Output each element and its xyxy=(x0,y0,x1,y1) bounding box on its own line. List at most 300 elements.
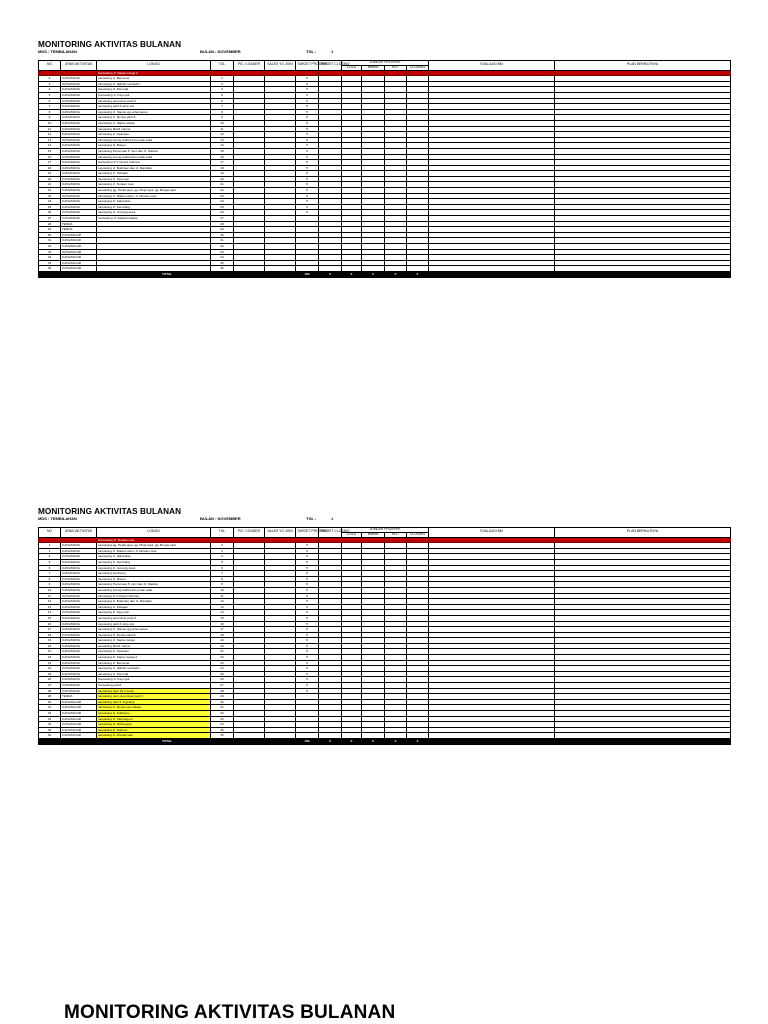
row-no: 2 xyxy=(39,543,61,549)
row-no: 10 xyxy=(39,120,61,126)
monitoring-sheet-2 xyxy=(38,507,730,745)
row-jenis: CANVASING xyxy=(61,688,97,694)
row-no: 8 xyxy=(39,576,61,582)
row-lokasi: canvasing gg. Perita jaya, gg. Pingi raya, gg. Bunga parit xyxy=(97,188,211,194)
row-no: 16 xyxy=(39,621,61,627)
row-jenis: CANVASING xyxy=(61,554,97,560)
row-tgl: 34 xyxy=(211,722,234,728)
sheet-title: MONITORING AKTIVITAS BULANAN xyxy=(38,40,182,49)
row-target-prospek: 5 xyxy=(296,193,319,199)
row-jenis: CANVASING xyxy=(61,143,97,149)
col-pic: PIC / LEADER xyxy=(234,61,265,71)
row-lokasi: canvasing Jl. Budiman dan Jl. Mandala xyxy=(97,165,211,171)
row-target-prospek: 5 xyxy=(296,638,319,644)
col-hot: HOT xyxy=(385,532,407,537)
row-lokasi: Canvasing Jl 3 simpul rahmad xyxy=(97,160,211,166)
row-no: 28 xyxy=(39,221,61,227)
row-lokasi: Canvasing parit4 xyxy=(97,683,211,689)
row-target-prospek: 5 xyxy=(296,132,319,138)
row-no: 25 xyxy=(39,671,61,677)
row-no: 18 xyxy=(39,632,61,638)
row-lokasi: canvasing Jl. Slamet gg sehumanan xyxy=(97,109,211,115)
row-no: 21 xyxy=(39,649,61,655)
total-evaluasi xyxy=(429,738,555,744)
row-no: 13 xyxy=(39,137,61,143)
activity-table xyxy=(38,527,731,745)
row-lokasi: canvasing Jl. Kembang xyxy=(97,559,211,565)
row-target-prospek: 5 xyxy=(296,677,319,683)
activity-table xyxy=(38,60,731,278)
row-jenis: CANVASING xyxy=(61,104,97,110)
row-tgl: 22 xyxy=(211,655,234,661)
row-lokasi: canvasing lorong tauhid dan pulau arba xyxy=(97,587,211,593)
col-closing: CLOSING xyxy=(407,532,429,537)
row-jenis: CANVASING xyxy=(61,216,97,222)
row-jenis: CANVASING xyxy=(61,565,97,571)
row-tgl: 30 xyxy=(211,699,234,705)
monitoring-sheet-1 xyxy=(38,40,730,278)
row-tgl: 15 xyxy=(211,615,234,621)
row-tgl: 10 xyxy=(211,120,234,126)
col-no: NO xyxy=(39,61,61,71)
row-target-prospek: 5 xyxy=(296,587,319,593)
row-tgl: 19 xyxy=(211,638,234,644)
page-title: MONITORING AKTIVITAS BULANAN xyxy=(64,1002,396,1023)
row-jenis: CANVASING xyxy=(61,76,97,82)
row-tgl: 7 xyxy=(211,571,234,577)
row-jenis: CANVASING xyxy=(61,98,97,104)
total-row xyxy=(39,271,731,277)
row-no: 12 xyxy=(39,599,61,605)
row-jenis: TENDA xyxy=(61,694,97,700)
row-tgl: 14 xyxy=(211,610,234,616)
total-target-prospek: 180 xyxy=(296,271,319,277)
row-no: 13 xyxy=(39,604,61,610)
col-jenis: JENIS AKTIVITAS xyxy=(61,528,97,538)
row-tgl: 35 xyxy=(211,727,234,733)
row-tgl: 20 xyxy=(211,176,234,182)
row-no: 30 xyxy=(39,232,61,238)
row-no: 26 xyxy=(39,210,61,216)
col-target-closing: TARGET CLOSING xyxy=(319,528,342,538)
row-lokasi: canvasing Jl. Riattut cilest, Jl. kilimam mas xyxy=(97,548,211,554)
row-jenis: CANVASCAR xyxy=(61,705,97,711)
row-target-prospek: 5 xyxy=(296,188,319,194)
row-jenis: CANVASCAR xyxy=(61,733,97,739)
row-jenis: CANVASING xyxy=(61,182,97,188)
row-tgl: 8 xyxy=(211,109,234,115)
row-tgl: 21 xyxy=(211,182,234,188)
row-lokasi: canvasing parit 5 Jl gerilya xyxy=(97,699,211,705)
row-tgl: 2 xyxy=(211,76,234,82)
row-lokasi: canvasing Jl. Kayu jati xyxy=(97,176,211,182)
total-closing: 0 xyxy=(407,271,429,277)
row-target-prospek: 5 xyxy=(296,576,319,582)
row-tgl: 3 xyxy=(211,548,234,554)
table-body xyxy=(39,537,731,738)
row-no: 8 xyxy=(39,109,61,115)
row-jenis: CANVASING xyxy=(61,610,97,616)
total-warm: 0 xyxy=(362,271,385,277)
row-tgl: 18 xyxy=(211,165,234,171)
row-jenis: CANVASING xyxy=(61,621,97,627)
row-no: 31 xyxy=(39,238,61,244)
row-lokasi: canvasing kembang xyxy=(97,571,211,577)
row-no: 26 xyxy=(39,677,61,683)
row-lokasi: canvasing Jl. Pemuda xyxy=(97,87,211,93)
total-plan xyxy=(555,271,731,277)
row-no: 23 xyxy=(39,193,61,199)
row-jenis: CANVASING xyxy=(61,165,97,171)
row-no: 14 xyxy=(39,143,61,149)
row-lokasi: canvasing Jl. Keaspan xyxy=(97,132,211,138)
row-target-prospek: 5 xyxy=(296,565,319,571)
row-no: 23 xyxy=(39,660,61,666)
total-row xyxy=(39,738,731,744)
row-tgl: 13 xyxy=(211,604,234,610)
row-jenis: CANVASING xyxy=(61,137,97,143)
tgl-value: 1 xyxy=(331,516,334,521)
row-lokasi: canvasing lorong tauhid dan pulau arba xyxy=(97,137,211,143)
row-lokasi: canvasing Jl. Bersama xyxy=(97,76,211,82)
row-tgl: 23 xyxy=(211,660,234,666)
row-lokasi: canvasing Jl. Ahmad yani xyxy=(97,733,211,739)
col-tgl: TGL xyxy=(211,528,234,538)
row-jenis: CANVASING xyxy=(61,576,97,582)
row-no: 29 xyxy=(39,694,61,700)
row-no: 33 xyxy=(39,716,61,722)
row-no: 9 xyxy=(39,582,61,588)
row-lokasi: canvasing Jl. Sabilal muhtadin xyxy=(97,81,211,87)
row-jenis: CANVASING xyxy=(61,582,97,588)
total-target-prospek: 180 xyxy=(296,738,319,744)
row-jenis: CANVASING xyxy=(61,70,97,76)
row-jenis: CANVASCAR xyxy=(61,244,97,250)
col-jumlah-prospek: JUMLAH PROSPEK xyxy=(342,61,429,66)
row-tgl: 4 xyxy=(211,554,234,560)
row-lokasi: canvasing Jl. Pekajan xyxy=(97,171,211,177)
row-jenis: CANVASCAR xyxy=(61,716,97,722)
row-tgl: 3 xyxy=(211,81,234,87)
total-target-closing: 0 xyxy=(319,271,342,277)
row-tgl: 8 xyxy=(211,576,234,582)
row-target-prospek: 5 xyxy=(296,593,319,599)
row-lokasi: canvasing parit 6 simp sisi xyxy=(97,621,211,627)
row-tgl: 5 xyxy=(211,92,234,98)
row-lokasi: Canvasing Jl. Sabanii bakaw xyxy=(97,216,211,222)
row-no: 2 xyxy=(39,76,61,82)
col-warm: WARM xyxy=(362,65,385,70)
row-jenis: CANVASING xyxy=(61,171,97,177)
col-target-closing: TARGET CLOSING xyxy=(319,61,342,71)
row-no: 32 xyxy=(39,711,61,717)
row-tgl: 17 xyxy=(211,160,234,166)
row-target-prospek: 5 xyxy=(296,688,319,694)
row-jenis: CANVASING xyxy=(61,537,97,543)
row-lokasi: canvasing Jl. Pemuda xyxy=(97,671,211,677)
row-tgl: 1 xyxy=(211,70,234,76)
row-lokasi: Canvasing Jl. Tenaan mas xyxy=(97,537,211,543)
row-lokasi: canvasing Jl. Keaspan xyxy=(97,649,211,655)
row-lokasi: canvasing perumnas parit 3 xyxy=(97,98,211,104)
row-target-prospek: 5 xyxy=(296,548,319,554)
col-cold: COLD xyxy=(342,65,362,70)
row-no: 29 xyxy=(39,227,61,233)
row-no: 19 xyxy=(39,171,61,177)
row-jenis: CANVASCAR xyxy=(61,249,97,255)
row-no: 4 xyxy=(39,554,61,560)
row-no: 15 xyxy=(39,148,61,154)
row-jenis: CANVASING xyxy=(61,188,97,194)
row-lokasi: canvasing Mobil marvel xyxy=(97,126,211,132)
row-no: 18 xyxy=(39,165,61,171)
row-jenis: CANVASING xyxy=(61,109,97,115)
row-target-prospek: 5 xyxy=(296,666,319,672)
row-tgl: 36 xyxy=(211,733,234,739)
row-jenis: CANVASING xyxy=(61,615,97,621)
row-jenis: CANVASING xyxy=(61,120,97,126)
col-pic: PIC / LEADER xyxy=(234,528,265,538)
row-jenis: CANVASING xyxy=(61,115,97,121)
row-no: 17 xyxy=(39,627,61,633)
row-jenis: CANVASING xyxy=(61,632,97,638)
row-lokasi: canvasing Jl. Gunung duek xyxy=(97,565,211,571)
row-no: 34 xyxy=(39,255,61,261)
row-no: 7 xyxy=(39,104,61,110)
row-tgl: 35 xyxy=(211,260,234,266)
row-no: 12 xyxy=(39,132,61,138)
row-lokasi: canvasing perumnas parit 3 xyxy=(97,615,211,621)
row-jenis: CANVASING xyxy=(61,160,97,166)
row-target-prospek: 5 xyxy=(296,120,319,126)
bulan-label: BULAN : NOVEMBER xyxy=(200,516,241,521)
row-jenis: CANVASING xyxy=(61,593,97,599)
row-target-prospek: 5 xyxy=(296,559,319,565)
row-lokasi: canvasing Jl. Sabilal muhtadin xyxy=(97,666,211,672)
row-no: 10 xyxy=(39,587,61,593)
row-tgl: 33 xyxy=(211,716,234,722)
row-tgl: 28 xyxy=(211,221,234,227)
row-tgl: 6 xyxy=(211,98,234,104)
row-no: 22 xyxy=(39,188,61,194)
row-target-prospek: 5 xyxy=(296,137,319,143)
row-no: 21 xyxy=(39,182,61,188)
row-no: 11 xyxy=(39,593,61,599)
row-no: 36 xyxy=(39,266,61,272)
row-jenis: CANVASING xyxy=(61,599,97,605)
row-jenis: CANVASING xyxy=(61,677,97,683)
col-target-prospek: TARGET PROSPEK xyxy=(296,528,319,538)
row-lokasi: canvasing Jl. Sabanitas xyxy=(97,554,211,560)
row-no: 33 xyxy=(39,249,61,255)
row-no: 27 xyxy=(39,683,61,689)
col-lokasi: LOKASI xyxy=(97,61,211,71)
row-tgl: 23 xyxy=(211,193,234,199)
row-target-prospek: 5 xyxy=(296,199,319,205)
row-jenis: CANVASCAR xyxy=(61,266,97,272)
row-jenis: CANVASING xyxy=(61,655,97,661)
row-lokasi: canvasing Jl. Sabanitas xyxy=(97,199,211,205)
row-lokasi: canvasing Jl. Kayu jati xyxy=(97,610,211,616)
row-tgl: 13 xyxy=(211,137,234,143)
row-tgl: 33 xyxy=(211,249,234,255)
tgl-value: 1 xyxy=(331,49,334,54)
row-target-prospek: 5 xyxy=(296,165,319,171)
row-tgl: 14 xyxy=(211,143,234,149)
total-label: TOTAL xyxy=(39,271,296,277)
row-target-prospek: 5 xyxy=(296,81,319,87)
row-jenis: CANVASCAR xyxy=(61,232,97,238)
row-tgl: 31 xyxy=(211,705,234,711)
row-target-prospek: 5 xyxy=(296,671,319,677)
row-lokasi: canvasing Jl. Kembang xyxy=(97,204,211,210)
sheet-meta xyxy=(38,49,730,57)
row-tgl: 1 xyxy=(211,537,234,543)
row-jenis: CANVASING xyxy=(61,176,97,182)
row-target-prospek: 5 xyxy=(296,98,319,104)
total-hot: 0 xyxy=(385,271,407,277)
row-no: 4 xyxy=(39,87,61,93)
total-cold: 0 xyxy=(342,738,362,744)
row-tgl: 12 xyxy=(211,599,234,605)
row-jenis: CANVASING xyxy=(61,92,97,98)
row-tgl: 27 xyxy=(211,216,234,222)
row-tgl: 26 xyxy=(211,210,234,216)
row-jenis: CANVASING xyxy=(61,649,97,655)
row-target-prospek: 5 xyxy=(296,92,319,98)
row-target-prospek: 5 xyxy=(296,171,319,177)
total-evaluasi xyxy=(429,271,555,277)
row-jenis: CANVASING xyxy=(61,132,97,138)
col-closing: CLOSING xyxy=(407,65,429,70)
col-sales: SALES YG JOIN xyxy=(265,528,296,538)
row-tgl: 20 xyxy=(211,643,234,649)
row-no: 30 xyxy=(39,699,61,705)
col-target-prospek: TARGET PROSPEK xyxy=(296,61,319,71)
row-lokasi: canvasing Jl. Sapta marga 2 xyxy=(97,655,211,661)
row-jenis: CANVASING xyxy=(61,604,97,610)
row-tgl: 30 xyxy=(211,232,234,238)
row-jenis: CANVASING xyxy=(61,126,97,132)
row-lokasi: canvasing Jl. Masyu xyxy=(97,143,211,149)
row-no: 3 xyxy=(39,81,61,87)
row-jenis: CANVASCAR xyxy=(61,260,97,266)
row-tgl: 24 xyxy=(211,199,234,205)
row-no: 24 xyxy=(39,666,61,672)
row-lokasi: canvasing parit 15 h senty xyxy=(97,688,211,694)
row-jenis: CANVASING xyxy=(61,587,97,593)
row-target-prospek: 5 xyxy=(296,683,319,689)
row-tgl: 24 xyxy=(211,666,234,672)
row-lokasi: canvasing Jl. Riattut cilest, Jl. kilimam mas xyxy=(97,193,211,199)
row-jenis: CANVASING xyxy=(61,154,97,160)
row-no: 35 xyxy=(39,727,61,733)
row-lokasi: Canvasing Jl. Sapta marga 2 xyxy=(97,70,211,76)
col-evaluasi: EVALUASI BM xyxy=(429,528,555,538)
row-no: 17 xyxy=(39,160,61,166)
row-target-prospek: 5 xyxy=(296,126,319,132)
row-no: 1 xyxy=(39,70,61,76)
row-jenis: CANVASING xyxy=(61,627,97,633)
row-tgl: 36 xyxy=(211,266,234,272)
row-no: 24 xyxy=(39,199,61,205)
row-no: 5 xyxy=(39,92,61,98)
row-tgl: 18 xyxy=(211,632,234,638)
row-jenis: CANVASING xyxy=(61,204,97,210)
row-no: 7 xyxy=(39,571,61,577)
row-tgl: 19 xyxy=(211,171,234,177)
row-target-prospek: 5 xyxy=(296,76,319,82)
row-lokasi: canvasing Jl. Budiman dan Jl. Mandala xyxy=(97,599,211,605)
tgl-label: TGL : xyxy=(306,49,317,54)
row-tgl: 16 xyxy=(211,621,234,627)
row-no: 16 xyxy=(39,154,61,160)
row-target-prospek: 5 xyxy=(296,604,319,610)
row-target-prospek: 5 xyxy=(296,104,319,110)
col-lokasi: LOKASI xyxy=(97,528,211,538)
row-lokasi: canvasing Jl 3 simpul rahmad xyxy=(97,593,211,599)
row-no: 1 xyxy=(39,537,61,543)
row-jenis: CANVASCAR xyxy=(61,255,97,261)
row-lokasi: canvasing Jl. Sutomo xyxy=(97,727,211,733)
row-jenis: CANVASCAR xyxy=(61,699,97,705)
col-no: NO xyxy=(39,528,61,538)
row-target-prospek: 5 xyxy=(296,160,319,166)
bulan-label: BULAN : NOVEMBER xyxy=(200,49,241,54)
row-tgl: 22 xyxy=(211,188,234,194)
row-target-prospek: 5 xyxy=(296,599,319,605)
table-body xyxy=(39,70,731,271)
tgl-label: TGL : xyxy=(306,516,317,521)
row-no: 9 xyxy=(39,115,61,121)
row-jenis: CANVASING xyxy=(61,210,97,216)
row-lokasi: canvasing Mobil marvel xyxy=(97,643,211,649)
row-target-prospek: 5 xyxy=(296,143,319,149)
row-lokasi: canvasing parit 6 simp sisi xyxy=(97,104,211,110)
row-target-prospek: 5 xyxy=(296,148,319,154)
row-lokasi: canvasing gg. Perita jaya, gg. Pingi raya, gg. Bunga parit xyxy=(97,543,211,549)
col-warm: WARM xyxy=(362,532,385,537)
row-lokasi: canvasing Jl. Perita jaya xyxy=(97,722,211,728)
row-target-prospek: 5 xyxy=(296,537,319,543)
row-no: 31 xyxy=(39,705,61,711)
row-tgl: 4 xyxy=(211,87,234,93)
row-tgl: 9 xyxy=(211,115,234,121)
row-tgl: 11 xyxy=(211,593,234,599)
row-lokasi: canvasing Jl. Sapta marga xyxy=(97,638,211,644)
row-target-prospek: 5 xyxy=(296,632,319,638)
row-jenis: TENDA xyxy=(61,227,97,233)
row-jenis: CANVASING xyxy=(61,571,97,577)
row-jenis: CANVASCAR xyxy=(61,722,97,728)
row-lokasi: canvasing Jl. Sudirjono xyxy=(97,711,211,717)
row-lokasi: Canvasing Jl. Kayu jati xyxy=(97,92,211,98)
row-tgl: 25 xyxy=(211,671,234,677)
row-lokasi: canvasing Jl. Kasmegoro xyxy=(97,716,211,722)
row-target-prospek: 5 xyxy=(296,115,319,121)
row-tgl: 28 xyxy=(211,688,234,694)
total-closing: 0 xyxy=(407,738,429,744)
row-jenis: CANVASING xyxy=(61,543,97,549)
row-jenis: CANVASING xyxy=(61,666,97,672)
row-lokasi: canvasing Jl. Slamet gg sehumanan xyxy=(97,627,211,633)
row-tgl: 9 xyxy=(211,582,234,588)
row-jenis: CANVASING xyxy=(61,81,97,87)
row-no: 27 xyxy=(39,216,61,222)
row-target-prospek: 5 xyxy=(296,182,319,188)
sheet-title: MONITORING AKTIVITAS BULANAN xyxy=(38,507,182,516)
row-no: 28 xyxy=(39,688,61,694)
